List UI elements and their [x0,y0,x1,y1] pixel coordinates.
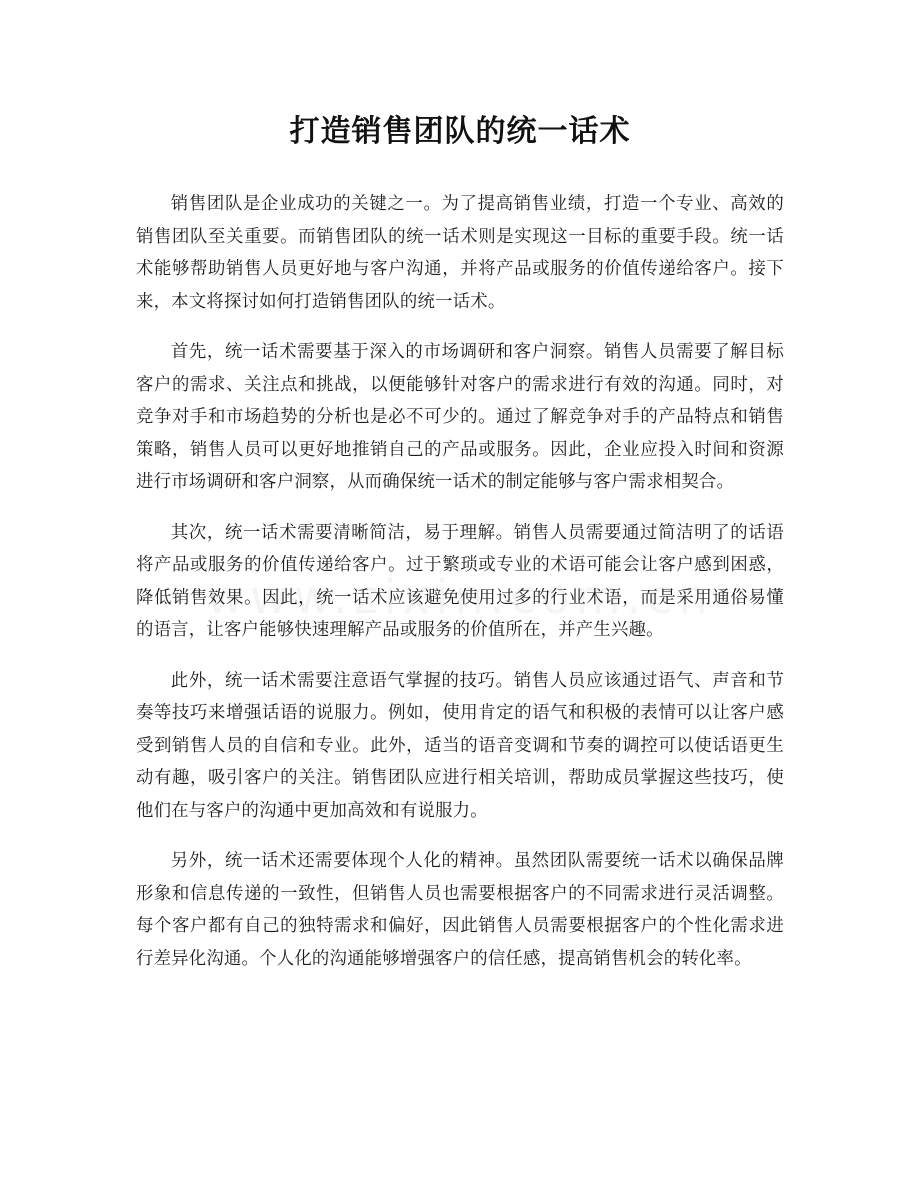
paragraph-clarity: 其次，统一话术需要清晰简洁，易于理解。销售人员需要通过简洁明了的话语将产品或服务的价值传递给客户。过于繁琐或专业的术语可能会让客户感到困惑，降低销售效果。因此，统一话术应该避免使用过多的行业术语，而是采用通俗易懂的语言，让客户能够快速理解产品或服务的价值所在，并产生兴趣。 [136,522,784,640]
document-title: 打造销售团队的统一话术 [289,114,631,149]
paragraph-market-research: 首先，统一话术需要基于深入的市场调研和客户洞察。销售人员需要了解目标客户的需求、关注点和挑战，以便能够针对客户的需求进行有效的沟通。同时，对竞争对手和市场趋势的分析也是必不可少的。通过了解竞争对手的产品特点和销售策略，销售人员可以更好地推销自己的产品或服务。因此，企业应投入时间和资源进行市场调研和客户洞察，从而确保统一话术的制定能够与客户需求相契合。 [136,342,784,492]
paragraph-tone: 此外，统一话术需要注意语气掌握的技巧。销售人员应该通过语气、声音和节奏等技巧来增强话语的说服力。例如，使用肯定的语气和积极的表情可以让客户感受到销售人员的自信和专业。此外，适当的语音变调和节奏的调控可以使话语更生动有趣，吸引客户的关注。销售团队应进行相关培训，帮助成员掌握这些技巧，使他们在与客户的沟通中更加高效和有说服力。 [136,670,784,821]
paragraph-personalization: 另外，统一话术还需要体现个人化的精神。虽然团队需要统一话术以确保品牌形象和信息传递的一致性，但销售人员也需要根据客户的不同需求进行灵活调整。每个客户都有自己的独特需求和偏好，因此销售人员需要根据客户的个性化需求进行差异化沟通。个人化的沟通能够增强客户的信任感，提高销售机会的转化率。 [136,851,784,969]
paragraph-intro: 销售团队是企业成功的关键之一。为了提高销售业绩，打造一个专业、高效的销售团队至关重要。而销售团队的统一话术则是实现这一目标的重要手段。统一话术能够帮助销售人员更好地与客户沟通，并将产品或服务的价值传递给客户。接下来，本文将探讨如何打造销售团队的统一话术。 [136,194,784,312]
